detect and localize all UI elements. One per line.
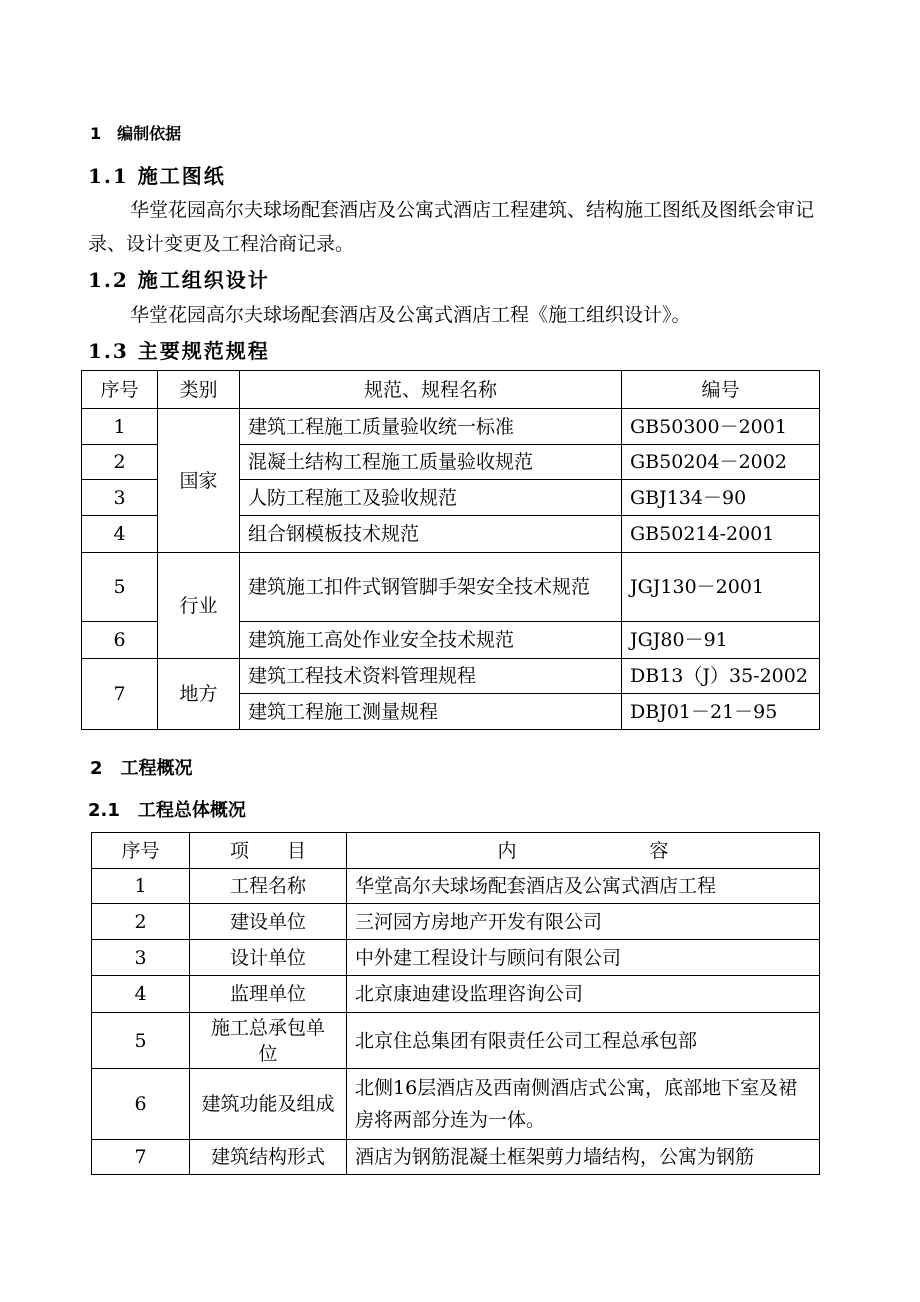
table-row xyxy=(92,1069,820,1140)
row-name: 建筑工程施工质量验收统一标准 xyxy=(240,409,622,445)
header-item: 项 目 xyxy=(190,833,347,869)
row-no: 1 xyxy=(92,869,190,904)
table-row xyxy=(92,940,820,976)
row-code: GB50300－2001 xyxy=(622,409,820,445)
row-item: 工程名称 xyxy=(190,869,347,904)
row-code: DBJ01－21－95 xyxy=(622,694,820,730)
table-row xyxy=(92,904,820,940)
header-no: 序号 xyxy=(82,371,158,409)
header-code: 编号 xyxy=(622,371,820,409)
row-content: 北京住总集团有限责任公司工程总承包部 xyxy=(347,1013,820,1069)
header-content: 内 容 xyxy=(347,833,820,869)
row-item: 施工总承包单位 xyxy=(190,1013,347,1069)
row-no: 4 xyxy=(82,516,158,553)
table-row xyxy=(92,1140,820,1175)
overview-table xyxy=(91,832,820,1175)
row-item: 建筑功能及组成 xyxy=(190,1069,347,1140)
row-content: 中外建工程设计与顾问有限公司 xyxy=(347,940,820,976)
row-code: GB50214-2001 xyxy=(622,516,820,553)
row-code: DB13（J）35-2002 xyxy=(622,659,820,694)
row-code: GB50204－2002 xyxy=(622,445,820,480)
row-item: 建设单位 xyxy=(190,904,347,940)
table-row xyxy=(92,1013,820,1069)
row-no: 3 xyxy=(82,480,158,516)
row-name: 组合钢模板技术规范 xyxy=(240,516,622,553)
row-name: 人防工程施工及验收规范 xyxy=(240,480,622,516)
section-2-title: 2 工程概况 xyxy=(90,758,193,779)
row-content: 三河园方房地产开发有限公司 xyxy=(347,904,820,940)
section-1-title: 1 编制依据 xyxy=(90,124,182,143)
table-header-row xyxy=(92,833,820,869)
row-content: 北侧16层酒店及西南侧酒店式公寓，底部地下室及裙房将两部分连为一体。 xyxy=(347,1069,820,1140)
row-name: 建筑工程技术资料管理规程 xyxy=(240,659,622,694)
row-item: 设计单位 xyxy=(190,940,347,976)
row-content: 北京康迪建设监理咨询公司 xyxy=(347,976,820,1013)
row-code: JGJ80－91 xyxy=(622,622,820,659)
header-name: 规范、规程名称 xyxy=(240,371,622,409)
row-no: 6 xyxy=(92,1069,190,1140)
section-1-2-title: 1.2 施工组织设计 xyxy=(88,268,270,292)
row-code: GBJ134－90 xyxy=(622,480,820,516)
row-content: 华堂高尔夫球场配套酒店及公寓式酒店工程 xyxy=(347,869,820,904)
row-no: 1 xyxy=(82,409,158,445)
standards-table xyxy=(81,370,820,730)
category-local: 地方 xyxy=(158,659,240,730)
header-no: 序号 xyxy=(92,833,190,869)
header-category: 类别 xyxy=(158,371,240,409)
section-2-1-title: 2.1 工程总体概况 xyxy=(88,800,246,821)
section-1-1-body: 华堂花园高尔夫球场配套酒店及公寓式酒店工程建筑、结构施工图纸及图纸会审记录、设计变更及工程洽商记录。 xyxy=(88,199,815,255)
table-row xyxy=(82,409,820,445)
row-no: 2 xyxy=(92,904,190,940)
row-no: 3 xyxy=(92,940,190,976)
row-name: 建筑工程施工测量规程 xyxy=(240,694,622,730)
row-no: 5 xyxy=(92,1013,190,1069)
row-content: 酒店为钢筋混凝土框架剪力墙结构，公寓为钢筋 xyxy=(347,1140,820,1175)
category-industry: 行业 xyxy=(158,553,240,659)
section-1-3-title: 1.3 主要规范规程 xyxy=(88,339,270,363)
row-no: 5 xyxy=(82,553,158,622)
section-1-2-body: 华堂花园高尔夫球场配套酒店及公寓式酒店工程《施工组织设计》。 xyxy=(130,304,691,326)
row-code: JGJ130－2001 xyxy=(622,553,820,622)
row-no: 4 xyxy=(92,976,190,1013)
row-name: 混凝土结构工程施工质量验收规范 xyxy=(240,445,622,480)
row-no: 2 xyxy=(82,445,158,480)
row-item: 建筑结构形式 xyxy=(190,1140,347,1175)
table-row xyxy=(92,976,820,1013)
row-name: 建筑施工高处作业安全技术规范 xyxy=(240,622,622,659)
row-item: 监理单位 xyxy=(190,976,347,1013)
row-no: 6 xyxy=(82,622,158,659)
table-row xyxy=(82,553,820,622)
row-no: 7 xyxy=(92,1140,190,1175)
row-name: 建筑施工扣件式钢管脚手架安全技术规范 xyxy=(240,553,622,622)
table-row xyxy=(92,869,820,904)
row-no: 7 xyxy=(82,659,158,730)
table-row xyxy=(82,659,820,694)
table-header-row xyxy=(82,371,820,409)
section-1-1-title: 1.1 施工图纸 xyxy=(88,164,226,188)
category-national: 国家 xyxy=(158,409,240,553)
